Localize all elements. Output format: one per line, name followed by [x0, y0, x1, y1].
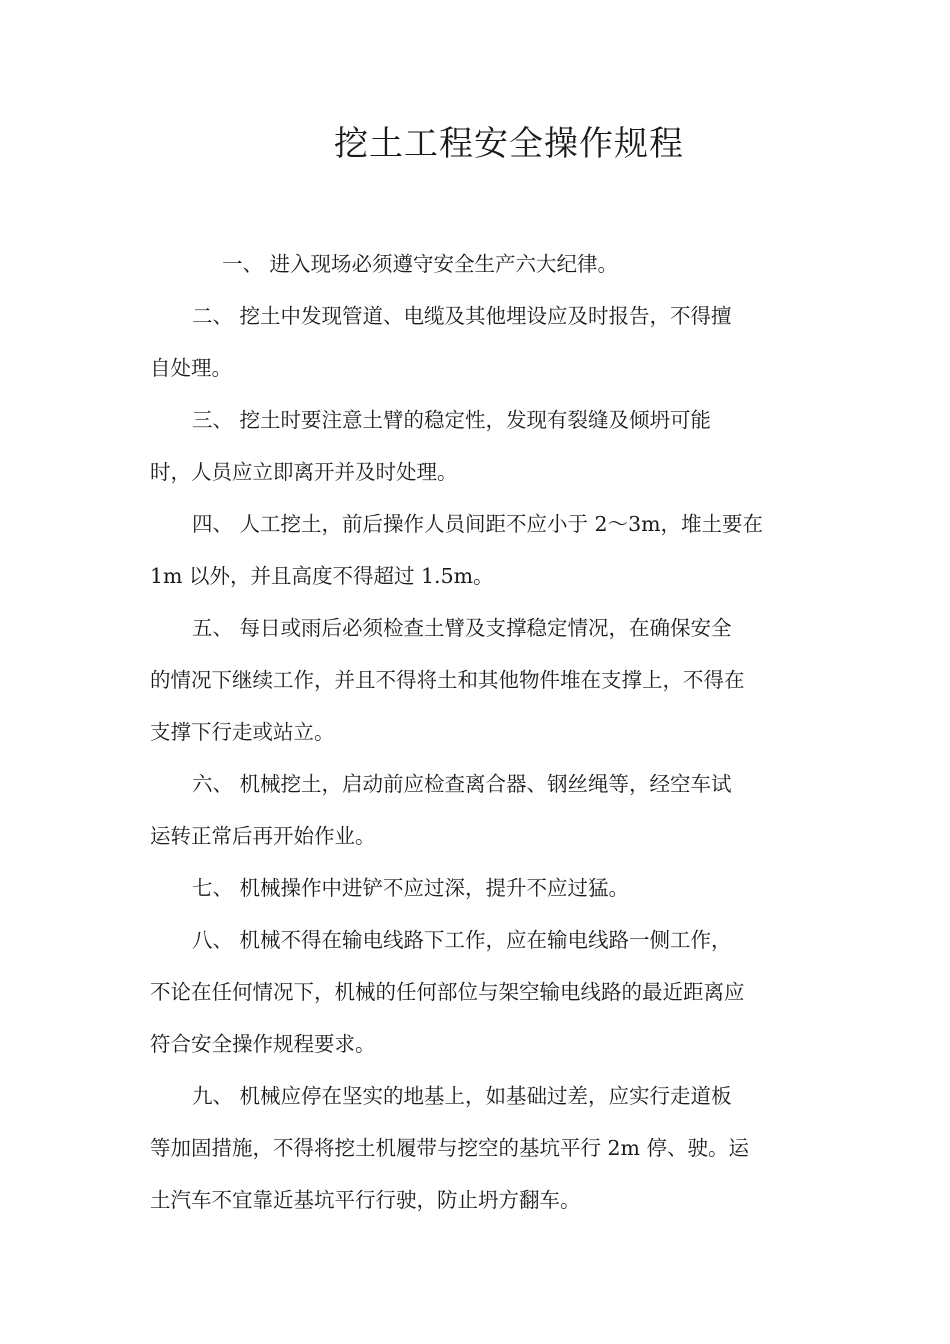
paragraph-line: 自处理。 — [150, 356, 232, 380]
paragraph-9 — [150, 1070, 805, 1226]
document-body — [150, 238, 805, 1226]
paragraph-line: 时，人员应立即离开并及时处理。 — [150, 460, 458, 484]
paragraph-4 — [150, 498, 805, 602]
paragraph-5 — [150, 602, 805, 758]
paragraph-line: 八、 机械不得在输电线路下工作，应在输电线路一侧工作， — [192, 928, 732, 952]
paragraph-line: 三、 挖土时要注意土臂的稳定性，发现有裂缝及倾坍可能 — [192, 408, 712, 432]
paragraph-line: 六、 机械挖土，启动前应检查离合器、钢丝绳等，经空车试 — [192, 772, 732, 796]
document-title: 挖土工程安全操作规程 — [334, 124, 684, 164]
paragraph-8 — [150, 914, 805, 1070]
paragraph-line: 支撑下行走或站立。 — [150, 720, 335, 744]
paragraph-line: 七、 机械操作中进铲不应过深，提升不应过猛。 — [192, 876, 630, 900]
paragraph-line: 等加固措施，不得将挖土机履带与挖空的基坑平行 2m 停、驶。运 — [150, 1136, 750, 1160]
paragraph-line: 1m 以外，并且高度不得超过 1.5m。 — [150, 564, 494, 588]
paragraph-1 — [150, 238, 805, 290]
paragraph-line: 符合安全操作规程要求。 — [150, 1032, 376, 1056]
paragraph-7 — [150, 862, 805, 914]
paragraph-line: 二、 挖土中发现管道、电缆及其他埋设应及时报告，不得擅 — [192, 304, 732, 328]
paragraph-2 — [150, 290, 805, 394]
paragraph-line: 土汽车不宜靠近基坑平行行驶，防止坍方翻车。 — [150, 1188, 581, 1212]
paragraph-3 — [150, 394, 805, 498]
paragraph-line: 运转正常后再开始作业。 — [150, 824, 376, 848]
paragraph-line: 五、 每日或雨后必须检查土臂及支撑稳定情况，在确保安全 — [192, 616, 732, 640]
paragraph-line: 九、 机械应停在坚实的地基上，如基础过差，应实行走道板 — [192, 1084, 732, 1108]
paragraph-line: 的情况下继续工作，并且不得将土和其他物件堆在支撑上，不得在 — [150, 668, 745, 692]
paragraph-line: 四、 人工挖土，前后操作人员间距不应小于 2～3m，堆土要在 — [192, 512, 764, 536]
paragraph-line: 不论在任何情况下，机械的任何部位与架空输电线路的最近距离应 — [150, 980, 745, 1004]
paragraph-line: 一、 进入现场必须遵守安全生产六大纪律。 — [222, 252, 619, 276]
paragraph-6 — [150, 758, 805, 862]
